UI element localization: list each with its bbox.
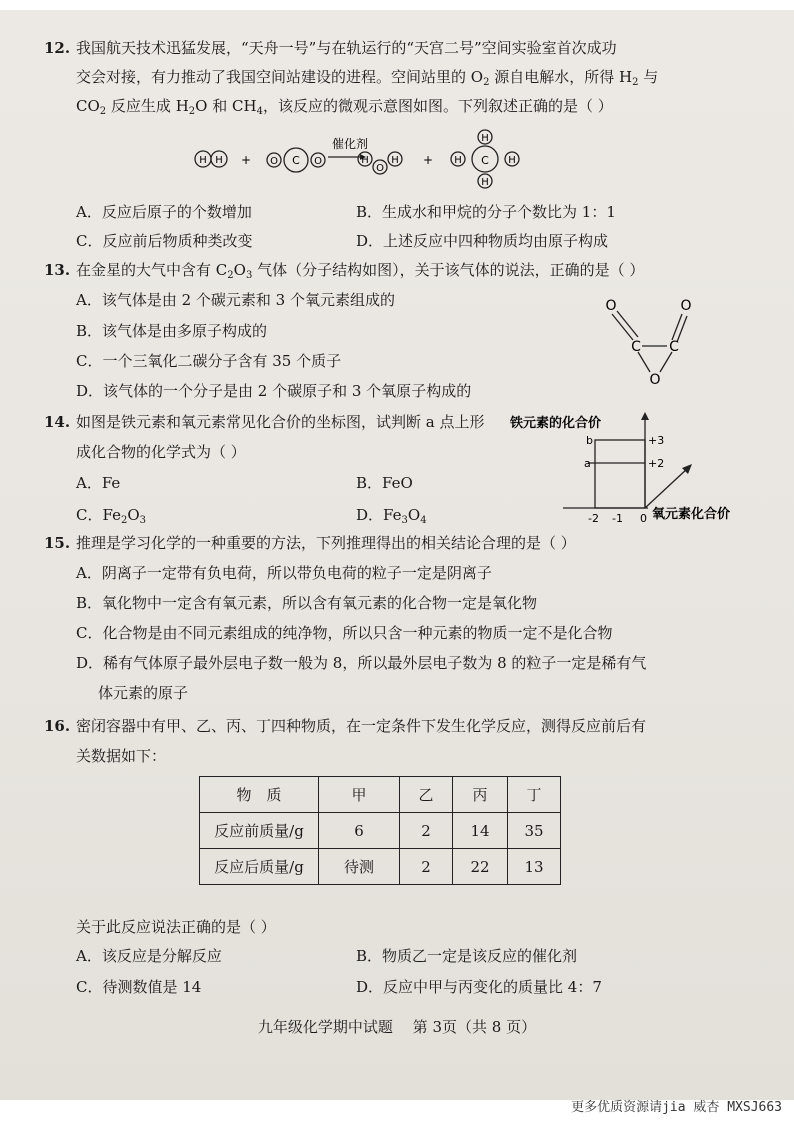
q12-option-b: B．生成水和甲烷的分子个数比为 1：1 [356,203,616,221]
q14-line1: 14. 如图是铁元素和氧元素常见化合价的坐标图，试判断 a 点上形 [44,413,485,431]
q16-option-a: A．该反应是分解反应 [76,947,222,965]
atom-h: H [199,155,207,166]
atom-o: O [314,156,322,167]
q14-option-a: A．Fe [76,474,121,492]
q16-ask: 关于此反应说法正确的是（ ） [76,918,276,936]
q13-option-a: A．该气体是由 2 个碳元素和 3 个氧元素组成的 [76,291,395,309]
q13-stem: 13. 在金星的大气中含有 $C_2O_3$ 气体（分子结构如图），关于该气体的说法，正确的是（ ） [44,261,645,281]
atom-o: O [376,163,384,174]
q13-option-b: B．该气体是由多原子构成的 [76,322,268,340]
q12-line3: $CO_2$ 反应生成 $H_2O$ 和 $CH_4$，该反应的微观示意图如图。下列叙述正确的是（ ） [76,97,613,117]
q16-option-d: D．反应中甲与丙变化的质量比 4：7 [356,978,602,996]
atom-h: H [481,133,489,144]
table-cell: 14 [453,813,508,849]
atom-h: H [481,177,489,188]
atom-o: O [605,298,617,314]
q16-option-b: B．物质乙一定是该反应的催化剂 [356,947,578,965]
table-cell: 2 [400,849,453,885]
catalyst-label: 催化剂 [331,137,369,151]
c2o3-structure [600,292,700,388]
atom-h: H [508,155,516,166]
atom-h: H [391,155,399,166]
table-cell: 反应前质量/g [200,813,319,849]
atom-c: C [481,154,489,167]
atom-h: H [215,155,223,166]
q14-option-c: C．$Fe_2O_3$ [76,506,147,526]
table-cell: 待测 [319,849,400,885]
q14-line2: 成化合物的化学式为（ ） [76,443,246,461]
q14-option-b: B．FeO [356,474,413,492]
q15-option-b: B．氧化物中一定含有氧元素，所以含有氧元素的化合物一定是氧化物 [76,594,538,612]
plus-sign: + [422,153,434,167]
table-cell: 13 [508,849,561,885]
reaction-diagram [190,126,530,192]
table-cell: 22 [453,849,508,885]
q15-option-d-cont: 体元素的原子 [98,684,189,702]
q12-option-c: C．反应前后物质种类改变 [76,232,253,250]
table-cell: 物 质 [200,777,319,813]
table-cell: 6 [319,813,400,849]
atom-h: H [454,155,462,166]
q12-option-d: D．上述反应中四种物质均由原子构成 [356,232,609,250]
q15-option-c: C．化合物是由不同元素组成的纯净物，所以只含一种元素的物质一定不是化合物 [76,624,613,642]
q15-stem: 15. 推理是学习化学的一种重要的方法，下列推理得出的相关结论合理的是（ ） [44,534,576,552]
table-cell: 甲 [319,777,400,813]
q16-line1: 16. 密闭容器中有甲、乙、丙、丁四种物质，在一定条件下发生化学反应，测得反应前后有 [44,717,647,735]
x-tick: 0 [640,512,647,523]
atom-c: C [631,339,641,355]
page-footer: 九年级化学期中试题 第 3页（共 8 页） [257,1018,537,1036]
x-tick: -2 [588,512,599,523]
q12-option-a: A．反应后原子的个数增加 [76,203,252,221]
table-cell: 反应后质量/g [200,849,319,885]
table-row [200,813,561,849]
atom-c: C [292,154,300,167]
x-axis-label: 氧元素化合价 [652,507,731,522]
q16-line2: 关数据如下： [76,747,167,765]
watermark-text: 更多优质资源请jia 威杏 MXSJ663 [571,1100,782,1115]
q13-option-d: D．该气体的一个分子是由 2 个碳原子和 3 个氧原子构成的 [76,382,472,400]
table-cell: 乙 [400,777,453,813]
data-table [199,776,561,885]
valence-graph [508,408,748,523]
q12-number: 12. [44,39,71,57]
atom-o: O [680,298,692,314]
q15-option-a: A．阴离子一定带有负电荷，所以带负电荷的粒子一定是阴离子 [76,564,492,582]
x-tick: -1 [612,512,623,523]
q12-line1: 12. 我国航天技术迅猛发展，“天舟一号”与在轨运行的“天宫二号”空间实验室首次成功 [44,34,617,63]
table-cell: 丁 [508,777,561,813]
point-a: a [584,457,591,470]
atom-o: O [270,156,278,167]
plus-sign: + [240,153,252,167]
y-axis-label: 铁元素的化合价 [510,416,602,431]
y-tick: +3 [648,434,665,447]
table-cell: 2 [400,813,453,849]
table-cell: 35 [508,813,561,849]
q14-option-d: D．$Fe_3O_4$ [356,506,427,526]
point-b: b [586,434,593,447]
atom-h: H [361,155,369,166]
y-tick: +2 [648,457,665,470]
table-row [200,849,561,885]
q13-option-c: C．一个三氧化二碳分子含有 35 个质子 [76,352,342,370]
q15-option-d: D．稀有气体原子最外层电子数一般为 8，所以最外层电子数为 8 的粒子一定是稀有气 [76,654,647,672]
atom-o: O [649,372,661,388]
q12-line2: 交会对接，有力推动了我国空间站建设的进程。空间站里的 $O_2$ 源自电解水，所得 $H_2$ 与 [76,68,659,88]
atom-c: C [669,339,679,355]
table-cell: 丙 [453,777,508,813]
table-header-row [200,777,561,813]
q16-option-c: C．待测数值是 14 [76,978,202,996]
